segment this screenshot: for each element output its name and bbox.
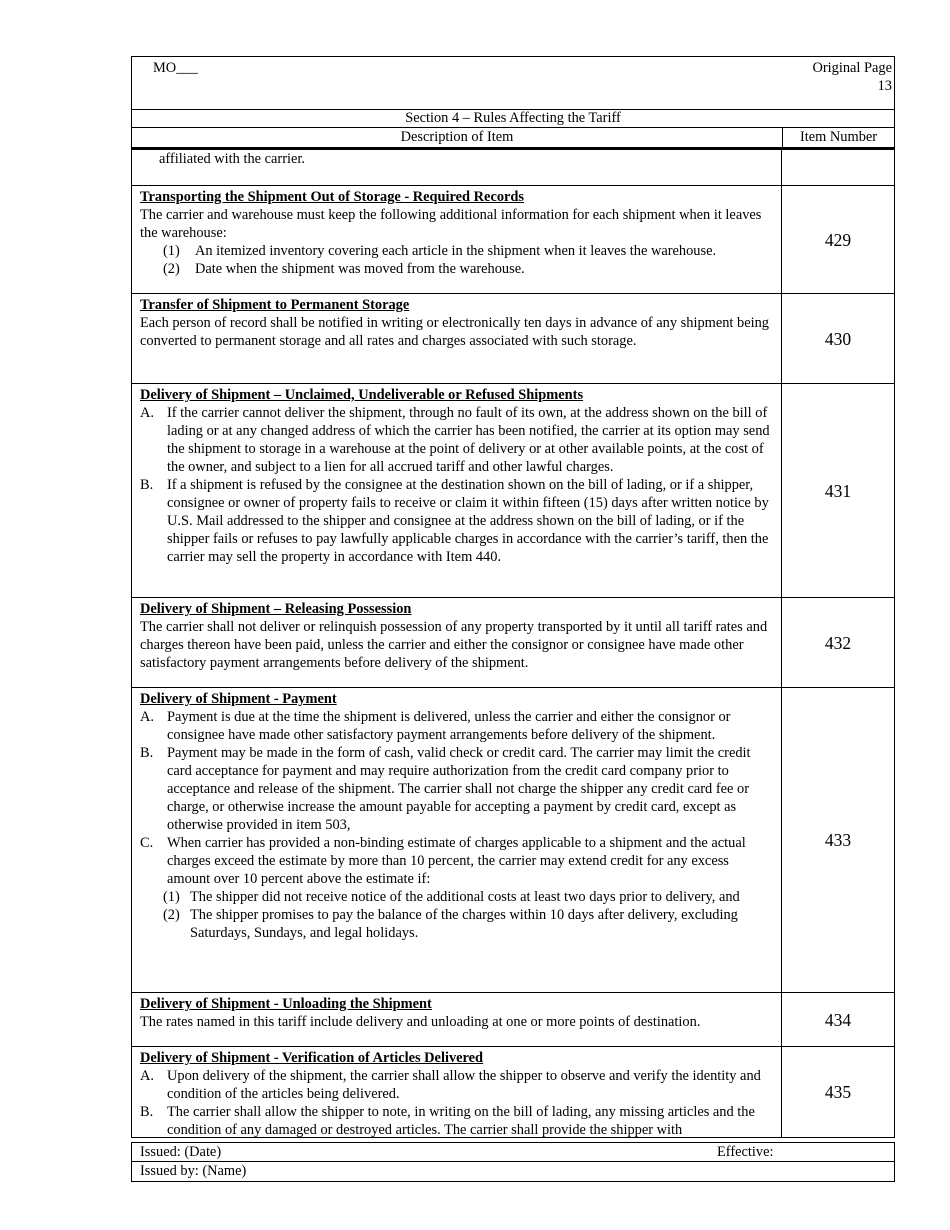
item-number: 435: [824, 1082, 852, 1102]
item-text: The carrier shall not deliver or relinquish possession of any property transported by it until all tariff rates and charges thereon have been paid, unless the carrier and either the consignor or consignee have made other satisfactory payment arrangements before delivery of the shipment.: [140, 619, 768, 671]
table-row-434: [132, 993, 894, 1047]
effective-label: Effective:: [717, 1144, 774, 1160]
description-column-header: Description of Item: [132, 128, 783, 147]
list-item: A. Upon delivery of the shipment, the carrier shall allow the shipper to observe and verify the identity and condition of the articles being delivered.: [140, 1068, 761, 1102]
table-row-433: [132, 688, 894, 993]
list-item: A. Payment is due at the time the shipment is delivered, unless the carrier and either the consignor or consignee have made other satisfactory payment arrangements before delivery of the shipment.: [140, 709, 731, 743]
issued-by: Issued by: (Name): [140, 1163, 247, 1179]
continued-text: affiliated with the carrier.: [159, 151, 305, 167]
table-row-431: [132, 384, 894, 598]
item-number: 432: [824, 632, 852, 653]
list-item: B. The carrier shall allow the shipper to note, in writing on the bill of lading, any missing articles and the condition of any damaged or destroyed articles. The carrier shall provide the shipper with: [140, 1104, 755, 1138]
list-item: (1) The shipper did not receive notice of the additional costs at least two days prior to delivery, and: [163, 889, 740, 905]
item-number: 434: [824, 1009, 852, 1030]
footer-issued: [131, 1142, 895, 1162]
table-row-430: [132, 294, 894, 384]
item-title: Delivery of Shipment - Unloading the Shipment: [140, 996, 432, 1012]
table-row-435: [132, 1047, 894, 1137]
original-page-text: Original Page: [812, 60, 892, 76]
table-row-continued: [132, 150, 894, 186]
list-item: (1) An itemized inventory covering each article in the shipment when it leaves the warehouse.: [163, 243, 717, 259]
item-title: Delivery of Shipment - Verification of Articles Delivered: [140, 1050, 484, 1066]
page-number: 13: [877, 78, 892, 94]
item-title: Transporting the Shipment Out of Storage - Required Records: [140, 189, 525, 205]
item-number: 431: [824, 480, 852, 501]
list-item: (2) The shipper promises to pay the balance of the charges within 10 days after delivery, excluding Saturdays, Sundays, and legal holidays.: [163, 907, 738, 941]
page-number-label: [812, 59, 892, 95]
item-title: Transfer of Shipment to Permanent Storage: [140, 297, 410, 313]
column-headers: [131, 128, 895, 148]
list-item: C. When carrier has provided a non-binding estimate of charges applicable to a shipment and the actual charges exceed the estimate by more than 10 percent, the carrier may extend credit for any excess amount over 10 percent above the estimate if:: [140, 835, 746, 887]
issued-date: Issued: (Date): [140, 1144, 222, 1160]
item-text: The rates named in this tariff include delivery and unloading at one or more points of destination.: [140, 1014, 701, 1030]
item-title: Delivery of Shipment – Unclaimed, Undeliverable or Refused Shipments: [140, 387, 584, 403]
page-header: [131, 56, 895, 110]
table-row-429: [132, 186, 894, 294]
tariff-page: [131, 56, 895, 1182]
item-text: Each person of record shall be notified in writing or electronically ten days in advance of any shipment being converted to permanent storage and all rates and charges associated with such storage.: [140, 315, 769, 349]
list-item: A. If the carrier cannot deliver the shipment, through no fault of its own, at the address shown on the bill of lading or at any changed address of which the carrier has been notified, the carrier at its option may send the shipment to storage in a warehouse at the point of delivery or at other available points, at the cost of the owner, and subject to a lien for all accrued tariff and other lawful charges.: [140, 405, 770, 475]
item-number: 429: [824, 229, 852, 250]
footer-issued-by: [131, 1162, 895, 1182]
section-title: Section 4 – Rules Affecting the Tariff: [131, 110, 895, 128]
item-title: Delivery of Shipment – Releasing Possession: [140, 601, 412, 617]
mo-label: MO___: [153, 60, 198, 76]
item-text: The carrier and warehouse must keep the following additional information for each shipment when it leaves the warehouse:: [140, 207, 762, 241]
items-table: [131, 148, 895, 1138]
item-title: Delivery of Shipment - Payment: [140, 691, 337, 707]
item-number: 433: [824, 830, 852, 850]
list-item: B. If a shipment is refused by the consignee at the destination shown on the bill of lading, or if a shipper, consignee or owner of property fails to receive or claim it within fifteen (15) days after written notice by U.S. Mail addressed to the shipper and consignee at the address shown on the bill of lading, or if the shipper fails or refuses to pay lawfully applicable charges in accordance with the carrier’s tariff, then the carrier may sell the property in accordance with Item 440.: [140, 477, 769, 565]
table-row-432: [132, 598, 894, 688]
list-item: (2) Date when the shipment was moved from the warehouse.: [163, 261, 525, 277]
list-item: B. Payment may be made in the form of cash, valid check or credit card. The carrier may limit the credit card acceptance for payment and may require authorization from the credit card company prior to acceptance and release of the shipment. The carrier shall not charge the shipper any credit card fee or charge, or otherwise increase the amount payable for accepting a payment by credit card, except as otherwise provided in item 503,: [140, 745, 751, 833]
item-number: 430: [824, 328, 852, 349]
item-number-column-header: Item Number: [799, 129, 878, 145]
